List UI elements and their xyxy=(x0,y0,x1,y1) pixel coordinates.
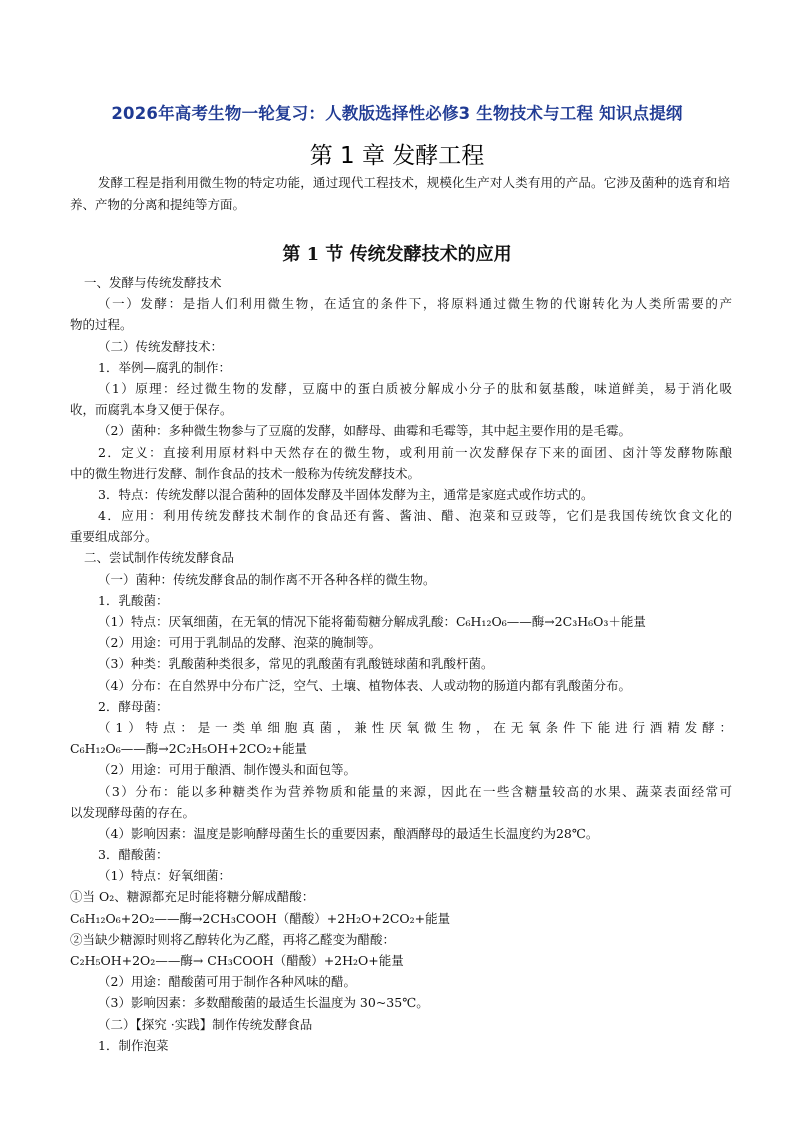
paragraph-line: （3）分布：能以多种糖类作为营养物质和能量的来源，因此在一些含糖量较高的水果、蔬菜表面经常可 xyxy=(98,783,732,799)
section-body xyxy=(70,272,732,1056)
formula-line: （1）特点：厌氧细菌，在无氧的情况下能将葡萄糖分解成乳酸：C₆H₁₂O₆——酶→2C₃H₆O₃＋能量 xyxy=(98,614,646,629)
heading-level-2: （一）菌种：传统发酵食品的制作离不开各种各样的微生物。 xyxy=(98,571,436,587)
heading-level-3: 2．酵母菌： xyxy=(98,698,169,714)
paragraph-line: 3．特点：传统发酵以混合菌种的固体发酵及半固体发酵为主，通常是家庭式或作坊式的。 xyxy=(98,486,594,502)
paragraph-line: 2．定义：直接利用原材料中天然存在的微生物，或利用前一次发酵保存下来的面团、卤汁等发酵物陈酿 xyxy=(98,444,732,460)
paragraph-line: 中的微生物进行发酵、制作食品的技术一般称为传统发酵技术。 xyxy=(70,465,421,481)
heading-level-3: 1．乳酸菌： xyxy=(98,592,169,608)
chapter-intro: 发酵工程是指利用微生物的特定功能，通过现代工程技术，规模化生产对人类有用的产品。它涉及菌种的选育和培养、产物的分离和提纯等方面。 xyxy=(70,175,730,212)
heading-level-1: 二、尝试制作传统发酵食品 xyxy=(84,550,235,566)
formula-line: C₆H₁₂O₆——酶→2C₂H₅OH+2CO₂+能量 xyxy=(70,741,308,757)
section-title: 第 1 节 传统发酵技术的应用 xyxy=(282,244,512,265)
paragraph-line: （2）用途：醋酸菌可用于制作各种风味的醋。 xyxy=(98,974,356,990)
heading-level-2: （二）【探究 ·实践】制作传统发酵食品 xyxy=(98,1016,313,1032)
heading-level-3: 3．醋酸菌： xyxy=(98,847,169,863)
heading-level-1: 一、发酵与传统发酵技术 xyxy=(84,275,222,290)
paragraph-line: （3）种类：乳酸菌种类很多，常见的乳酸菌有乳酸链球菌和乳酸杆菌。 xyxy=(98,656,494,672)
paragraph-line: 收，而腐乳本身又便于保存。 xyxy=(70,402,233,418)
paragraph-line: （2）用途：可用于酿酒、制作馒头和面包等。 xyxy=(98,762,356,778)
paragraph-line: （2）菌种：多种微生物参与了豆腐的发酵，如酵母、曲霉和毛霉等，其中起主要作用的是毛霉。 xyxy=(98,423,631,439)
chapter-title: 第 1 章 发酵工程 xyxy=(309,143,485,169)
paragraph-line: （1）特点：好氧细菌： xyxy=(98,868,231,884)
paragraph-line: 以发现酵母菌的存在。 xyxy=(70,804,196,820)
formula-line: C₆H₁₂O₆+2O₂——酶→2CH₃COOH（醋酸）+2H₂O+2CO₂+能量 xyxy=(70,910,451,926)
paragraph-line: （1）特点：是一类单细胞真菌，兼性厌氧微生物，在无氧条件下能进行酒精发酵： xyxy=(98,719,732,735)
paragraph-line: ②当缺少糖源时则将乙醇转化为乙醛，再将乙醛变为醋酸： xyxy=(70,931,396,947)
paragraph-line: （2）用途：可用于乳制品的发酵、泡菜的腌制等。 xyxy=(98,635,381,651)
paragraph-line: ①当 O₂、糖源都充足时能将糖分解成醋酸： xyxy=(70,889,315,905)
paragraph-line: （4）分布：在自然界中分布广泛，空气、土壤、植物体表、人或动物的肠道内都有乳酸菌分布。 xyxy=(98,677,631,693)
document-title: 2026年高考生物一轮复习：人教版选择性必修3 生物技术与工程 知识点提纲 xyxy=(111,104,683,123)
heading-level-3: 1．制作泡菜 xyxy=(98,1037,169,1053)
heading-level-2: （二）传统发酵技术： xyxy=(98,338,224,354)
paragraph-line: （3）影响因素：多数醋酸菌的最适生长温度为 30~35℃。 xyxy=(98,995,429,1011)
heading-level-3: 1．举例—腐乳的制作： xyxy=(98,359,231,375)
paragraph-line: （4）影响因素：温度是影响酵母菌生长的重要因素，酿酒酵母的最适生长温度约为28℃。 xyxy=(98,825,599,841)
paragraph-line: 物的过程。 xyxy=(70,317,133,333)
paragraph-line: 重要组成部分。 xyxy=(70,529,158,545)
paragraph-line: 4．应用：利用传统发酵技术制作的食品还有酱、酱油、醋、泡菜和豆豉等，它们是我国传统饮食文化的 xyxy=(98,508,732,524)
paragraph-line: （1）原理：经过微生物的发酵，豆腐中的蛋白质被分解成小分子的肽和氨基酸，味道鲜美，易于消化吸 xyxy=(98,380,732,396)
formula-line: C₂H₅OH+2O₂——酶→ CH₃COOH（醋酸）+2H₂O+能量 xyxy=(70,953,404,968)
paragraph-line: （一）发酵：是指人们利用微生物，在适宜的条件下，将原料通过微生物的代谢转化为人类所需要的产 xyxy=(98,296,732,312)
